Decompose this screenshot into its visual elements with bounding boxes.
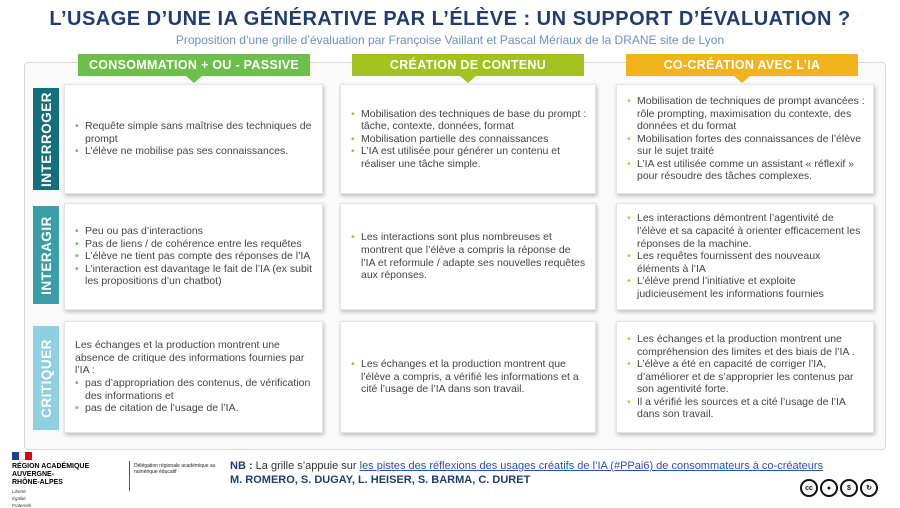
list-item: • pas de citation de l’usage de l’IA. bbox=[73, 402, 314, 415]
list-item: • Mobilisation fortes des connaissances de l’élève sur le sujet traité bbox=[625, 133, 865, 158]
page-subtitle: Proposition d’une grille d’évaluation par Françoise Vaillant et Pascal Mériaux de la DRANE site de Lyon bbox=[175, 33, 725, 47]
list-item: • Requête simple sans maîtrise des techniques de prompt bbox=[73, 120, 314, 145]
list-item: • L’élève ne tient pas compte des réponses de l’IA bbox=[73, 250, 314, 263]
motto-line: Fraternité bbox=[12, 503, 32, 508]
by-icon: ● bbox=[820, 479, 838, 497]
authors-line: M. ROMERO, S. DUGAY, L. HEISER, S. BARMA, C. DURET bbox=[230, 474, 531, 486]
cell-critiquer-consommation bbox=[64, 321, 323, 433]
list-item: • Mobilisation partielle des connaissances bbox=[349, 133, 587, 146]
list-item: • L’interaction est davantage le fait de l’IA (ex subit les propositions d’un chatbot) bbox=[73, 263, 314, 288]
list-item: • Les échanges et la production montrent une compréhension des limites et des biais de l’IA . bbox=[625, 333, 865, 358]
list-item: • L’élève a été en capacité de corriger l’IA, d’améliorer et de s’approprier les contenus par son agentivité forte. bbox=[625, 358, 865, 396]
reference-link[interactable]: les pistes des réflexions des usages créatifs de l’IA (#PPai6) de consommateurs à co-créateurs bbox=[359, 460, 824, 472]
list-item: • Pas de liens / de cohérence entre les requêtes bbox=[73, 238, 314, 251]
license-badges bbox=[800, 479, 878, 499]
list-item: • Les interactions sont plus nombreuses et montrent que l’élève a compris la réponse de l’IA et reformule / adapte ses nouvelles requêtes aux réponses. bbox=[349, 231, 587, 281]
cell-interagir-consommation bbox=[64, 203, 323, 310]
list-item: • Mobilisation de techniques de prompt avancées : rôle prompting, maximisation du contexte, des données et du format bbox=[625, 95, 865, 133]
column-header-consommation: CONSOMMATION + OU - PASSIVE bbox=[78, 54, 310, 76]
nb-text: La grille s’appuie sur bbox=[252, 460, 360, 472]
list-item: • Il a vérifié les sources et a cité l’usage de l’IA dans son travail. bbox=[625, 396, 865, 421]
cell-critiquer-creation bbox=[340, 321, 596, 433]
region-name-line: RHÔNE-ALPES bbox=[12, 479, 63, 486]
row-label-critiquer: CRITIQUER bbox=[33, 326, 59, 430]
footer-note bbox=[230, 460, 890, 473]
column-header-creation: CRÉATION DE CONTENU bbox=[352, 54, 584, 76]
nb-label: NB : bbox=[230, 460, 253, 472]
list-item: • L’élève ne mobilise pas ses connaissances. bbox=[73, 145, 314, 158]
cell-intro: Les échanges et la production montrent une absence de critique des informations fournies par l’IA : bbox=[75, 339, 305, 377]
list-item: • Les échanges et la production montrent que l’élève a compris, a vérifié les informations et a cité l’usage de l’IA dans son travail. bbox=[349, 358, 587, 396]
list-item: • Peu ou pas d’interactions bbox=[73, 225, 314, 238]
list-item: • L’élève prend l’initiative et exploite judicieusement les informations fournies bbox=[625, 275, 865, 300]
cc-icon: cc bbox=[800, 479, 818, 497]
cell-interroger-co-creation bbox=[616, 84, 874, 194]
list-item: • L’IA est utilisée pour générer un contenu et réaliser une tâche simple. bbox=[349, 145, 587, 170]
list-item: • Mobilisation des techniques de base du prompt : tâche, contexte, données, format bbox=[349, 108, 587, 133]
motto-line: Liberté bbox=[12, 489, 26, 494]
footer-divider bbox=[129, 461, 130, 491]
list-item: • Les requêtes fournissent des nouveaux éléments à l’IA bbox=[625, 250, 865, 275]
column-header-co-creation: CO-CRÉATION AVEC L’IA bbox=[626, 54, 858, 76]
french-flag-icon bbox=[12, 452, 32, 460]
cell-interagir-co-creation bbox=[616, 203, 874, 310]
sa-icon: ↻ bbox=[860, 479, 878, 497]
nc-icon: $ bbox=[840, 479, 858, 497]
row-label-interagir: INTERAGIR bbox=[33, 206, 59, 304]
region-logo bbox=[12, 452, 124, 508]
row-label-interroger: INTERROGER bbox=[33, 88, 59, 190]
cell-critiquer-co-creation bbox=[616, 321, 874, 433]
cell-interroger-consommation bbox=[64, 84, 323, 194]
list-item: • pas d’appropriation des contenus, de vérification des informations et bbox=[73, 377, 314, 402]
delegation-label: Délégation régionale académique au numérique éducatif bbox=[134, 463, 216, 475]
cell-interagir-creation bbox=[340, 203, 596, 310]
page-title: L’USAGE D’UNE IA GÉNÉRATIVE PAR L’ÉLÈVE : UN SUPPORT D’ÉVALUATION ? bbox=[49, 8, 851, 30]
list-item: • Les interactions démontrent l’agentivité de l’élève et sa capacité à orienter efficacement les réponses de la machine. bbox=[625, 212, 865, 250]
cell-interroger-creation bbox=[340, 84, 596, 194]
list-item: • L’IA est utilisée comme un assistant « réflexif » pour résoudre des tâches complexes. bbox=[625, 158, 865, 183]
region-name-line: AUVERGNE- bbox=[12, 471, 55, 478]
motto-line: Égalité bbox=[12, 496, 26, 501]
region-name-line: RÉGION ACADÉMIQUE bbox=[12, 463, 90, 470]
